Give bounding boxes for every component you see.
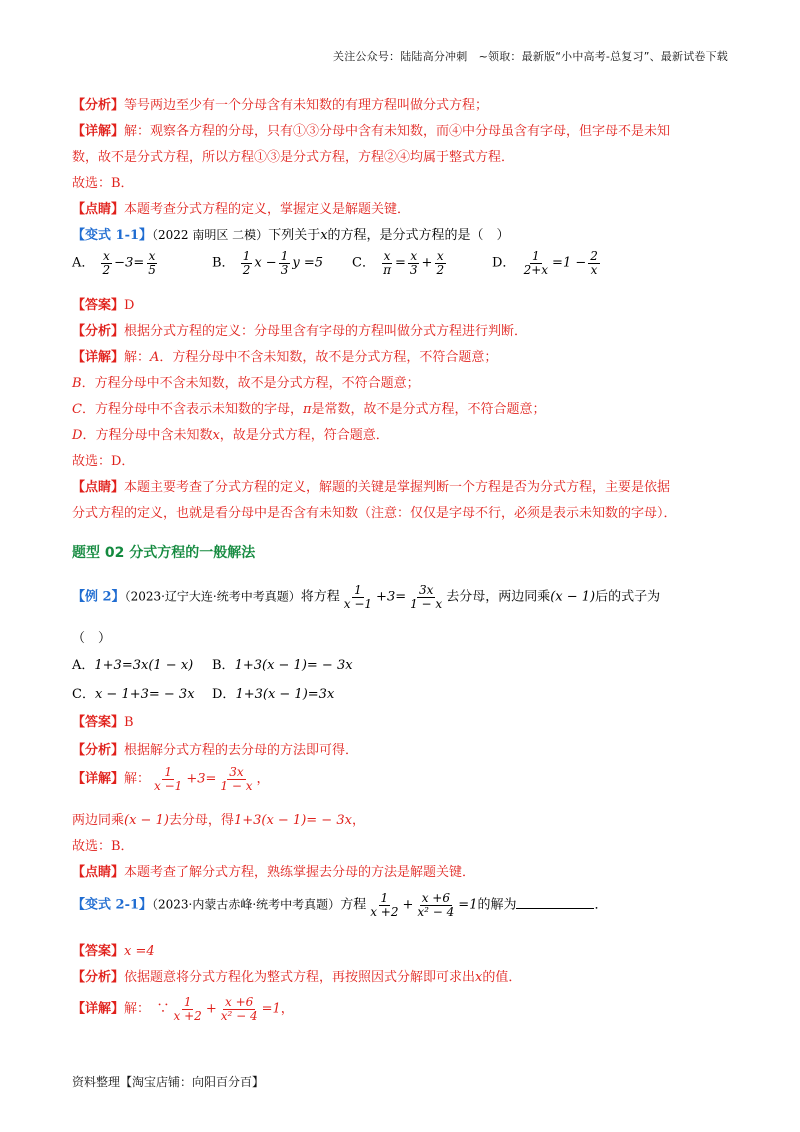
option-d: D． $\frac{1}{2+x}$ =1 − $\frac{2}{x}$ [492, 249, 598, 277]
answer-line: 【答案】x =4 [72, 944, 155, 959]
option-a: A． $\frac{x}{2}$ −3= $\frac{x}{5}$ [72, 249, 156, 277]
detail-line-4: D．方程分母中含未知数x，故是分式方程，符合题意． [72, 428, 389, 443]
answer-line: 【答案】B [72, 715, 134, 730]
variant-2-1-question: 【变式 2-1】（2023·内蒙古赤峰·统考中考真题）方程 $\frac{1}{x +2}$ + $\frac{x +6}{\text{x² − 4}}$ =1的解为 ． [72, 891, 608, 919]
page-footer: 资料整理【淘宝店铺：向阳百分百】 [72, 1075, 265, 1089]
detail-line-3: C．方程分母中不含表示未知数的字母，π是常数，故不是分式方程，不符合题意； [72, 402, 546, 417]
answer-blank [516, 896, 594, 909]
analysis-line: 【分析】依据题意将分式方程化为整式方程，再按照因式分解即可求出x的值． [72, 970, 522, 985]
answer-line: 【答案】D [72, 298, 135, 313]
detail-line-2: B．方程分母中不含未知数，故不是分式方程，不符合题意； [72, 376, 420, 391]
analysis-line: 【分析】等号两边至少有一个分母含有未知数的有理方程叫做分式方程； [72, 98, 489, 113]
analysis-line: 【分析】根据解分式方程的去分母的方法即可得． [72, 743, 359, 758]
comment-line-1: 【点睛】本题主要考查了分式方程的定义，解题的关键是掌握判断一个方程是否为分式方程，主要是依据 [72, 480, 671, 495]
option-c: C． $\frac{x}{\pi}$ = $\frac{x}{3}$ + $\frac{x}{2}$ [352, 249, 445, 277]
variant-1-1-question: 【变式 1-1】（2022 南明区 二模）下列关于x的方程，是分式方程的是（ ） [72, 228, 510, 243]
section-title: 题型 02 分式方程的一般解法 [72, 545, 256, 561]
analysis-line: 【分析】根据分式方程的定义：分母里含有字母的方程叫做分式方程进行判断． [72, 324, 528, 339]
page-header: 关注公众号：陆陆高分冲刺 ~领取：最新版“小中高考-总复习”、最新试卷下载 [333, 50, 728, 63]
detail-line-1: 【详解】解：A．方程分母中不含未知数，故不是分式方程，不符合题意； [72, 350, 498, 365]
option-b: B．1+3(x − 1)= − 3x [212, 658, 353, 673]
comment-line-2: 分式方程的定义，也就是看分母中是否含有未知数（注意：仅仅是字母不行，必须是表示未知数的字母）． [72, 506, 677, 521]
detail-line-1: 【详解】解： $\frac{1}{x -1}$ +3= $\frac{3x}{1 - x}$ ， [72, 765, 270, 793]
comment-line: 【点睛】本题考查了解分式方程，熟练掌握去分母的方法是解题关键． [72, 865, 476, 880]
example-2-question: 【例 2】（2023·辽宁大连·统考中考真题）将方程 $\frac{1}{x -1}$ +3= $\frac{3x}{1 - x}$ 去分母，两边同乘(x − 1)后的式子为 [72, 583, 661, 611]
detail-line-1: 【详解】解：观察各方程的分母，只有①③分母中含有未知数，而④中分母虽含有字母，但字母不是未知 [72, 124, 671, 139]
option-b: B． $\frac{1}{2}$ x − $\frac{1}{3}$ y =5 [212, 249, 323, 277]
option-c: C．x − 1+3= − 3x [72, 687, 195, 702]
choice-line: 故选：B． [72, 176, 134, 191]
choice-line: 故选：B． [72, 839, 134, 854]
option-a: A．1+3=3x(1 − x) [72, 658, 194, 673]
detail-line-1: 【详解】解： ∵ $\frac{1}{x +2}$ + $\frac{x +6}{\text{x² − 4}}$ =1， [72, 995, 294, 1023]
example-2-paren: （ ） [72, 631, 112, 646]
option-d: D．1+3(x − 1)=3x [212, 687, 335, 702]
detail-line-2: 两边同乘(x − 1)去分母，得1+3(x − 1)= − 3x， [72, 813, 365, 828]
choice-line: 故选：D． [72, 454, 135, 469]
comment-line: 【点睛】本题考查分式方程的定义，掌握定义是解题关键． [72, 202, 411, 217]
detail-line-2: 数，故不是分式方程，所以方程①③是分式方程，方程②④均属于整式方程． [72, 150, 515, 165]
